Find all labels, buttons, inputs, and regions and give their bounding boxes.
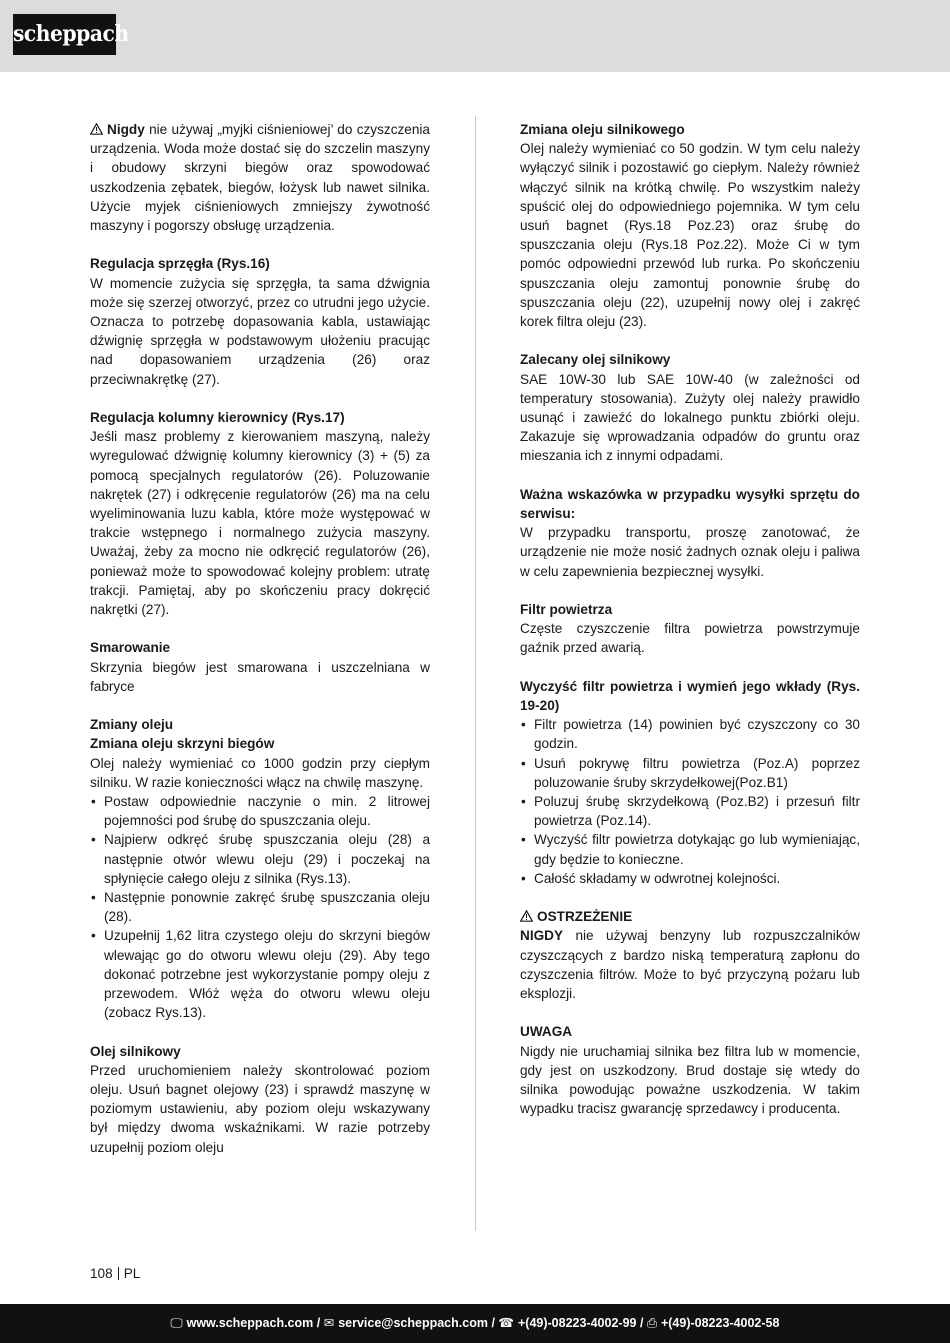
page-number: 108 PL <box>90 1266 141 1281</box>
clean-filter-list <box>520 715 860 888</box>
shipping-text: W przypadku transportu, proszę zanotować, że urządzenie nie może nosić żadnych oznak oleju i paliwa w celu zapewnienia bezpiecznej wysyłki. <box>520 525 860 579</box>
clean-filter-heading: Wyczyść filtr powietrza i wymień jego wkłady (Rys. 19-20) <box>520 678 860 714</box>
list-item: • Następnie ponownie zakręć śrubę spuszczania oleju (28). <box>90 888 430 926</box>
list-item: • Filtr powietrza (14) powinien być czyszczony co 30 godzin. <box>520 715 860 753</box>
left-column <box>90 120 430 1157</box>
warning-triangle-icon <box>90 123 103 135</box>
warning-triangle-icon <box>520 910 533 922</box>
note-text: Nigdy nie uruchamiaj silnika bez filtra lub w momencie, gdy jest on uszkodzony. Brud dostaje się wtedy do silnika powodując poważne uszkodzenia. W takim wypadku tracisz gwarancję sprzedawcy i producenta. <box>520 1043 860 1117</box>
email-link[interactable]: service@scheppach.com <box>338 1316 488 1330</box>
computer-icon: 🖵 <box>170 1316 183 1330</box>
list-item: • Poluzuj śrubę skrzydełkową (Poz.B2) i przesuń filtr powietrza (Poz.14). <box>520 792 860 830</box>
list-item: • Uzupełnij 1,62 litra czystego oleju do skrzyni biegów wlewając go do otworu wlewu oleju (29). Aby tego dokonać potrzebne jest wykorzystanie pompy oleju z przewodem. Włóż węża do otworu wlewu oleju (zobacz Rys.13). <box>90 926 430 1022</box>
list-item: • Wyczyść filtr powietrza dotykając go lub wymieniając, gdy będzie to konieczne. <box>520 830 860 868</box>
fax-number: +(49)-08223-4002-58 <box>660 1316 780 1330</box>
phone-icon: ☎ <box>498 1316 514 1330</box>
list-item: • Najpierw odkręć śrubę spuszczania oleju (28) a następnie otwór wlewu oleju (29) i poczekaj na spłynięcie całego oleju z silnika (Rys.13). <box>90 830 430 888</box>
gearbox-oil-text: Olej należy wymieniać co 1000 godzin przy ciepłym silniku. W razie konieczności włącz na chwilę maszynę. <box>90 755 430 790</box>
fax-icon: ⎙ <box>646 1316 657 1330</box>
lubrication-heading: Smarowanie <box>90 640 171 656</box>
mail-icon: ✉ <box>323 1316 335 1330</box>
list-item: • Usuń pokrywę filtru powietrza (Poz.A) poprzez poluzowanie śruby skrzydełkowej(Poz.B1) <box>520 754 860 792</box>
recommended-oil-text: SAE 10W-30 lub SAE 10W-40 (w zależności od temperatury stosowania). Zużyty olej należy prawidło usunąć i zawieźć do lokalnego punktu zbiórki oleju. Zakazuje się wprowadzania odpadów do gruntu oraz mieszania ich z innymi odpadami. <box>520 371 860 464</box>
engine-oil-heading: Olej silnikowy <box>90 1043 181 1059</box>
list-item: • Postaw odpowiednie naczynie o min. 2 litrowej pojemności pod śrubę do spuszczania oleju. <box>90 792 430 830</box>
steering-heading: Regulacja kolumny kierownicy (Rys.17) <box>90 410 345 426</box>
steering-text: Jeśli masz problemy z kierowaniem maszyną, należy wyregulować dźwignię kolumny kierownicy (3) + (5) za pomocą specjalnych regulatorów (26). Poluzowanie nakrętek (27) i odkręcenie regulatorów (26) ma na celu wyeliminowania luzu kabla, które może występować w trakcie wstępnego i normalnego zużycia maszyny. Uważaj, żeby za mocno nie odkręcić regulatorów (26), ponieważ może to spowodować kolejny problem: utratę trakcji. Pamiętaj, aby po skończeniu pracy dokręcić nakrętki (27). <box>90 429 430 618</box>
engine-oil-text: Przed uruchomieniem należy skontrolować poziom oleju. Usuń bagnet olejowy (23) i sprawdź maszynę w poziomym ustawieniu, aby poziom oleju wskazywany był między dwoma wskaźnikami. W razie potrzeby uzupełnij poziom oleju <box>90 1062 430 1155</box>
air-filter-heading: Filtr powietrza <box>520 602 613 618</box>
header-band <box>0 0 950 72</box>
phone-number: +(49)-08223-4002-99 <box>517 1316 637 1330</box>
note-heading: UWAGA <box>520 1024 573 1040</box>
pressure-washer-warning: Nigdy nie używaj „myjki ciśnieniowej’ do czyszczenia urządzenia. Woda może dostać się do szczelin maszyny i obudowy skrzyni biegów oraz spowodować uszkodzenia zębatek, biegów, łożysk lub nawet silnika. Użycie myjek ciśnieniowych zmniejszy żywotność maszyny i pogorszy obsługę urządzenia. <box>90 122 430 234</box>
list-item: • Całość składamy w odwrotnej kolejności. <box>520 869 860 888</box>
clutch-heading: Regulacja sprzęgła (Rys.16) <box>90 256 270 272</box>
contact-footer: 🖵 www.scheppach.com / ✉ service@scheppach.com / ☎ +(49)-08223-4002-99 / ⎙ +(49)-08223-4002-58 <box>0 1304 950 1343</box>
scheppach-logo: scheppach <box>13 14 116 55</box>
recommended-oil-heading: Zalecany olej silnikowy <box>520 352 671 368</box>
website-link[interactable]: www.scheppach.com <box>186 1316 314 1330</box>
shipping-heading: Ważna wskazówka w przypadku wysyłki sprzętu do serwisu: <box>520 486 860 522</box>
right-column <box>520 120 860 1118</box>
warning-text: NIGDY nie używaj benzyny lub rozpuszczalników czyszczących z bardzo niską temperaturą zapłonu do czyszczenia filtrów. Może to być przyczyną pożaru lub eksplozji. <box>520 928 860 1002</box>
oil-changes-heading: Zmiany oleju <box>90 717 174 733</box>
gearbox-oil-list <box>90 792 430 1022</box>
engine-oil-change-heading: Zmiana oleju silnikowego <box>520 122 685 137</box>
warning-heading: OSTRZEŻENIE <box>520 907 860 926</box>
column-divider <box>475 116 476 1231</box>
clutch-text: W momencie zużycia się sprzęgła, ta sama dźwignia może się szerzej otworzyć, przez co utrudni jego użycie. Oznacza to potrzebę dopasowania kabla, ustawiając dźwignię sprzęgła w podstawowym ułożeniu pracując nad dopasowaniem urządzenia (26) oraz przeciwnakrętkę (27). <box>90 275 430 387</box>
lubrication-text: Skrzynia biegów jest smarowana i uszczelniana w fabryce <box>90 659 430 694</box>
air-filter-text: Częste czyszczenie filtra powietrza powstrzymuje gaźnik przed awarią. <box>520 621 860 656</box>
gearbox-oil-heading: Zmiana oleju skrzyni biegów <box>90 736 275 752</box>
engine-oil-change-text: Olej należy wymieniać co 50 godzin. W tym celu należy wyłączyć silnik i pozostawić go ciepłym. Należy również włączyć silnik na krótką chwilę. Po wszystkim należy spuścić olej do odpowiedniego pojemnika. W tym celu usuń bagnet (Rys.18 Poz.23) oraz śrubę do spuszczania oleju (Rys.18 Poz.22). Może Ci w tym pomóc odpowiedni przewód lub rurka. Po skończeniu spuszczania oleju zamontuj ponownie śrubę do spuszczania oleju (22), uzupełnij nowy olej i zakręć korek filtra oleju (23). <box>520 141 860 330</box>
